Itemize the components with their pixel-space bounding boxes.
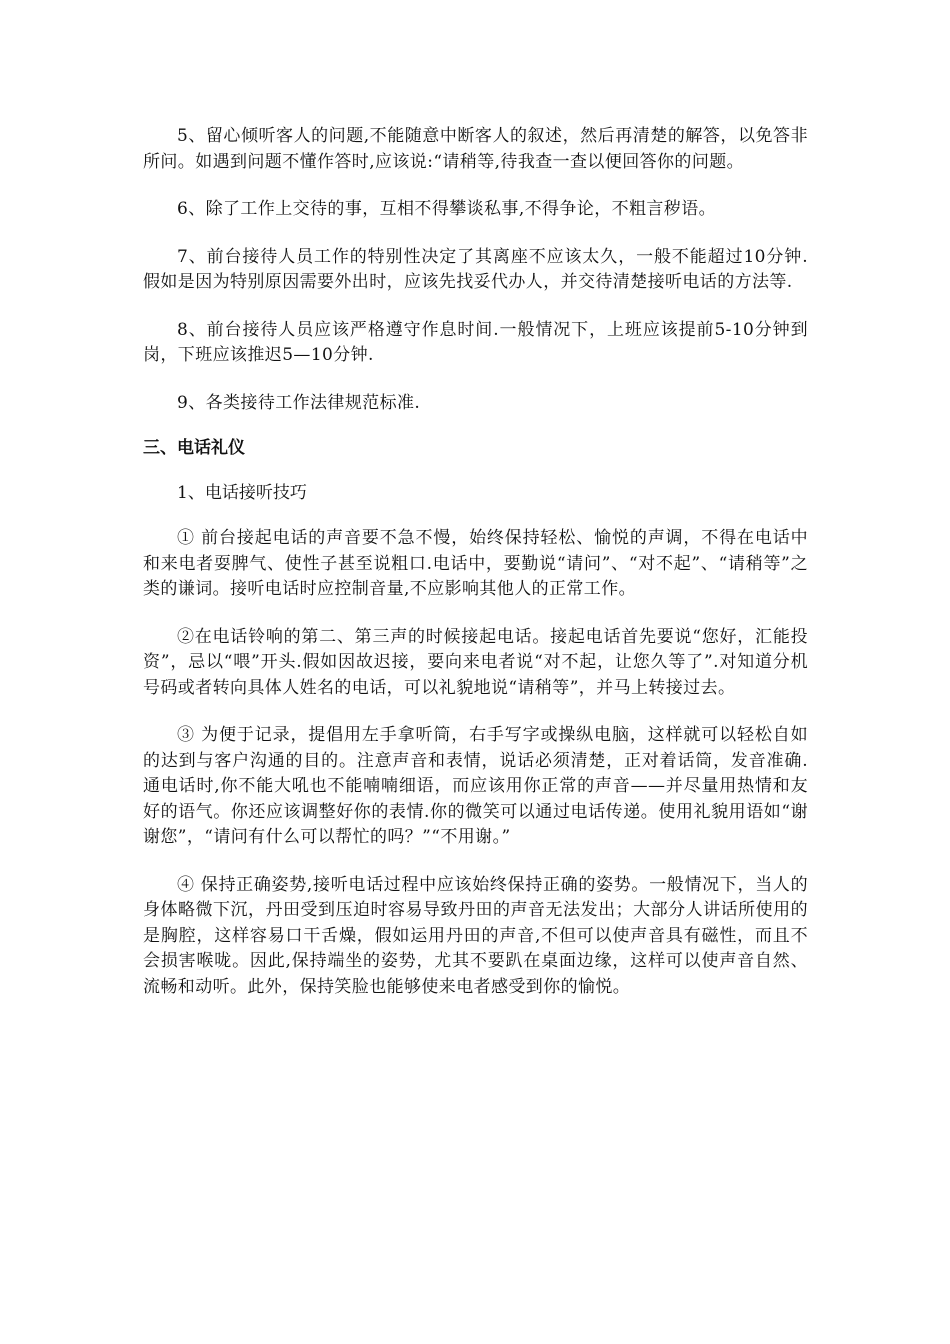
section-heading: 三、电话礼仪 bbox=[143, 438, 245, 458]
paragraph-item-8: 8、前台接待人员应该严格遵守作息时间.一般情况下，上班应该提前5-10分钟到岗，下班应该推迟5—10分钟. bbox=[143, 319, 808, 365]
paragraph-item-5: 5、留心倾听客人的问题,不能随意中断客人的叙述，然后再清楚的解答，以免答非所问。如遇到问题不懂作答时,应该说:“请稍等,待我查一查以便回答你的问题。 bbox=[143, 126, 808, 172]
phone-tip-2: ②在电话铃响的第二、第三声的时候接起电话。接起电话首先要说“您好，汇能投资”，忌以“喂”开头.假如因故迟接，要向来电者说“对不起，让您久等了”.对知道分机号码或者转向具体人姓名的电话，可以礼貌地说“请稍等”，并马上转接过去。 bbox=[143, 626, 808, 698]
paragraph-item-7: 7、前台接待人员工作的特别性决定了其离座不应该太久，一般不能超过10分钟.假如是因为特别原因需要外出时，应该先找妥代办人，并交待清楚接听电话的方法等. bbox=[143, 246, 808, 292]
phone-tip-3: ③ 为便于记录，提倡用左手拿听筒，右手写字或操纵电脑，这样就可以轻松自如的达到与客户沟通的目的。注意声音和表情，说话必须清楚，正对着话筒，发音准确.通电话时,你不能大吼也不能喃喃细语，而应该用你正常的声音——并尽量用热情和友好的语气。你还应该调整好你的表情.你的微笑可以通过电话传递。使用礼貌用语如“谢谢您”，“请问有什么可以帮忙的吗？”“不用谢。” bbox=[143, 725, 808, 847]
document-page bbox=[143, 124, 808, 1022]
phone-tip-4: ④ 保持正确姿势,接听电话过程中应该始终保持正确的姿势。一般情况下，当人的身体略微下沉，丹田受到压迫时容易导致丹田的声音无法发出；大部分人讲话所使用的是胸腔，这样容易口干舌燥，假如运用丹田的声音,不但可以使声音具有磁性，而且不会损害喉咙。因此,保持端坐的姿势，尤其不要趴在桌面边缘，这样可以使声音自然、流畅和动听。此外，保持笑脸也能够使来电者感受到你的愉悦。 bbox=[143, 874, 808, 997]
paragraph-item-6: 6、除了工作上交待的事，互相不得攀谈私事,不得争论，不粗言秽语。 bbox=[177, 199, 717, 219]
phone-tip-1: ① 前台接起电话的声音要不急不慢，始终保持轻松、愉悦的声调，不得在电话中和来电者耍脾气、使性子甚至说粗口.电话中，要勤说“请问”、“对不起”、“请稍等”之类的谦词。接听电话时应控制音量,不应影响其他人的正常工作。 bbox=[143, 528, 808, 599]
subsection-heading: 1、电话接听技巧 bbox=[177, 483, 307, 503]
paragraph-item-9: 9、各类接待工作法律规范标准. bbox=[177, 392, 421, 413]
